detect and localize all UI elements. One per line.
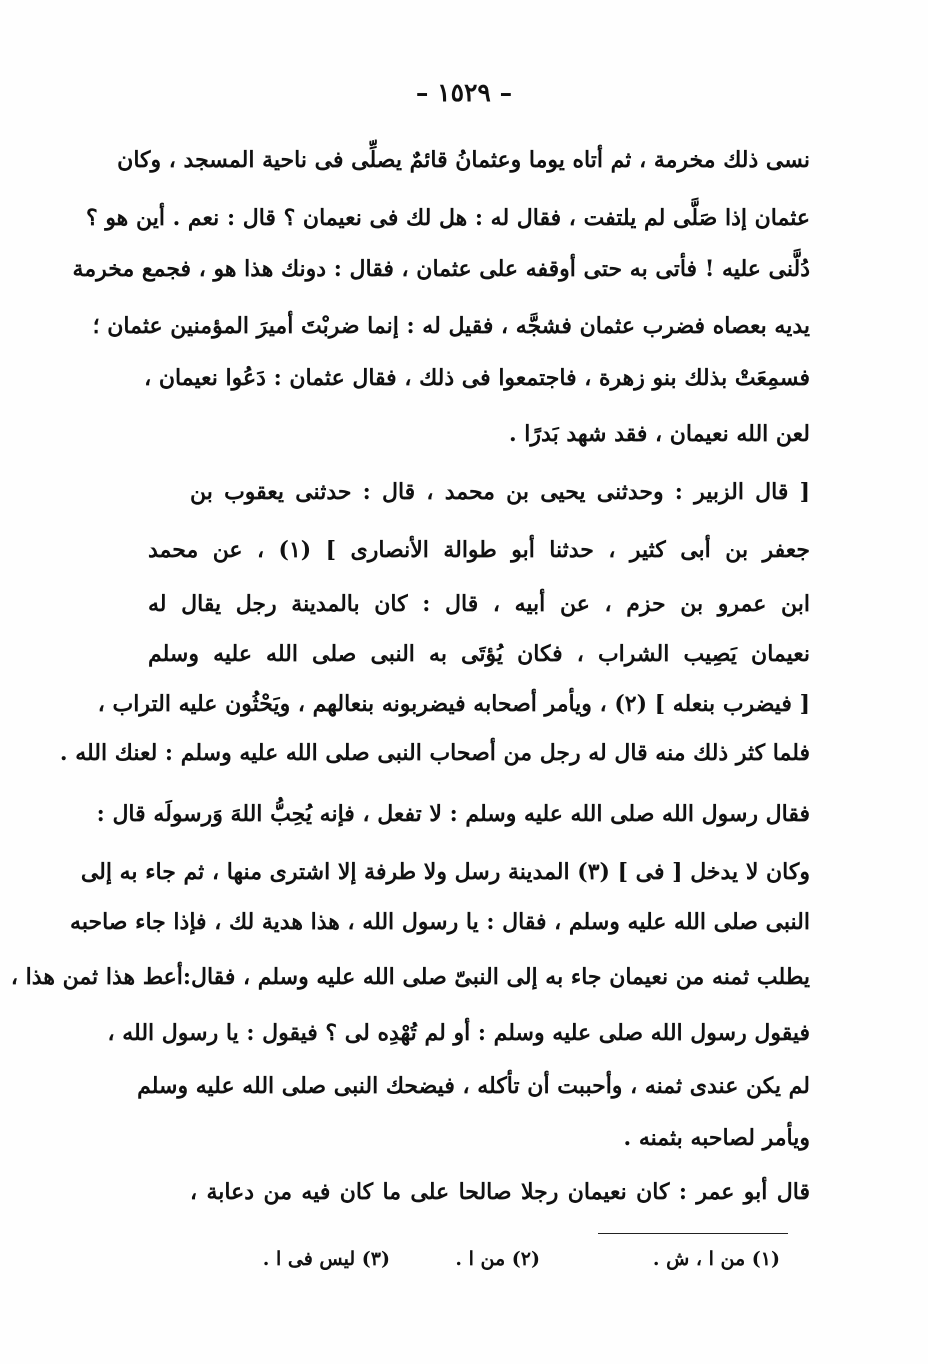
- text-line: فلما كثر ذلك منه قال له رجل من أصحاب النبى صلى الله عليه وسلم : لعنك الله .: [59, 740, 810, 766]
- text-line: ويأمر لصاحبه بثمنه .: [623, 1125, 810, 1151]
- text-line: جعفر بن أبى كثير ، حدثنا أبو طوالة الأنصارى ] (١) ، عن محمد: [148, 537, 810, 563]
- footnote: (١) من ا ، ش .: [652, 1248, 780, 1270]
- text-line: لعن الله نعيمان ، فقد شهد بَدرًا .: [508, 421, 810, 447]
- text-line: نعيمان يَصِيب الشراب ، فكان يُؤتَى به النبى صلى الله عليه وسلم: [148, 641, 810, 667]
- text-line: يديه بعصاه فضرب عثمان فشجَّه ، فقيل له : إنما ضربْتَ أميرَ المؤمنين عثمان ؛: [92, 313, 810, 339]
- text-line: ابن عمرو بن حزم ، عن أبيه ، قال : كان بالمدينة رجل يقال له: [148, 591, 810, 617]
- footnote: (٢) من ا .: [455, 1248, 540, 1270]
- text-line: قال أبو عمر : كان نعيمان رجلا صالحا على ما كان فيه من دعابة ،: [190, 1179, 810, 1205]
- text-line: نسى ذلك مخرمة ، ثم أتاه يوما وعثمانُ قائمٌ يصلِّى فى ناحية المسجد ، وكان: [117, 147, 810, 173]
- text-line: دُلَّنى عليه ! فأتى به حتى أوقفه على عثمان ، فقال : دونك هذا هو ، فجمع مخرمة: [72, 256, 810, 282]
- text-line: [ فيضرب بنعله ] (٢) ، ويأمر أصحابه فيضربونه بنعالهم ، ويَحْثُون عليه التراب ،: [97, 691, 810, 717]
- text-line: فسمِعَتْ بذلك بنو زهرة ، فاجتمعوا فى ذلك ، فقال عثمان : دَعُوا نعيمان ،: [144, 365, 810, 391]
- text-line: فيقول رسول الله صلى عليه وسلم : أو لم تُهْدِه لى ؟ فيقول : يا رسول الله ،: [107, 1020, 810, 1046]
- text-line: لم يكن عندى ثمنه ، وأحببت أن تأكله ، فيضحك النبى صلى الله عليه وسلم: [137, 1073, 810, 1099]
- main-text: [10, 0, 810, 1220]
- footnotes: [200, 1248, 780, 1284]
- text-line: يطلب ثمنه من نعيمان جاء به إلى النبىّ صلى الله عليه وسلم ، فقال:أعط هذا ثمن هذا ،: [10, 964, 810, 990]
- text-line: النبى صلى الله عليه وسلم ، فقال : يا رسول الله ، هذا هدية لك ، فإذا جاء صاحبه: [70, 909, 810, 935]
- text-line: فقال رسول الله صلى الله عليه وسلم : لا تفعل ، فإنه يُحِبُّ اللهَ وَرسولَه قال :: [96, 801, 810, 827]
- footnote: (٣) ليس فى ا .: [262, 1248, 390, 1270]
- footnote-divider: [598, 1233, 788, 1234]
- page-number: – ١٥٢٩ –: [415, 78, 513, 107]
- text-line: وكان لا يدخل [ فى ] (٣) المدينة رسل ولا طرفة إلا اشترى منها ، ثم جاء به إلى: [80, 859, 810, 885]
- text-line: [ قال الزبير : وحدثنى يحيى بن محمد ، قال : حدثنى يعقوب بن: [190, 479, 810, 505]
- text-line: عثمان إذا صَلَّى لم يلتفت ، فقال له : هل لك فى نعيمان ؟ قال : نعم . أين هو ؟: [85, 205, 810, 231]
